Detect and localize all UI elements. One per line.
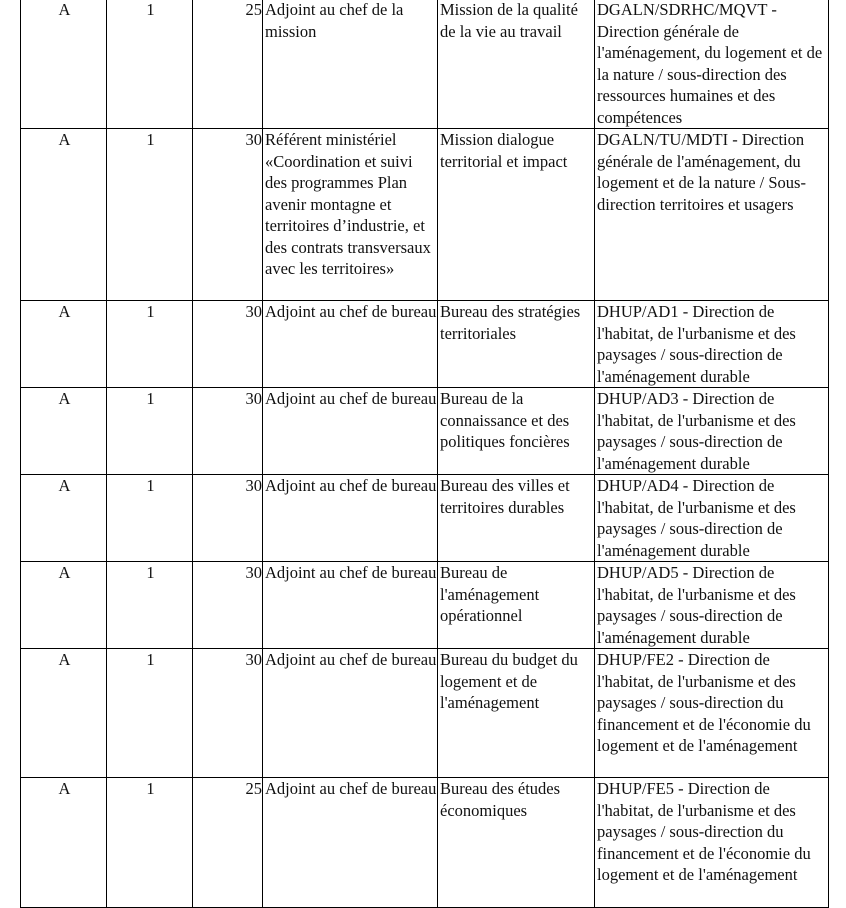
direction-cell: DGALN/TU/MDTI - Direction générale de l'aménagement, du logement et de la nature / Sous-direction territoires et usagers: [595, 129, 829, 301]
count-cell: 1: [107, 778, 193, 908]
points-cell: 30: [193, 301, 263, 388]
service-cell: Bureau des études économiques: [438, 778, 595, 908]
table-row: [21, 0, 829, 129]
table-row: [21, 475, 829, 562]
service-cell: Bureau du budget du logement et de l'aménagement: [438, 649, 595, 778]
count-cell: 1: [107, 475, 193, 562]
category-cell: A: [21, 129, 107, 301]
table-row: [21, 301, 829, 388]
category-cell: A: [21, 301, 107, 388]
points-cell: 25: [193, 778, 263, 908]
table-row: [21, 562, 829, 649]
table-row: [21, 129, 829, 301]
positions-table: [20, 0, 829, 908]
points-cell: 30: [193, 475, 263, 562]
points-cell: 30: [193, 562, 263, 649]
points-cell: 30: [193, 388, 263, 475]
direction-cell: DHUP/AD4 - Direction de l'habitat, de l'urbanisme et des paysages / sous-direction de l'aménagement durable: [595, 475, 829, 562]
service-cell: Mission dialogue territorial et impact: [438, 129, 595, 301]
category-cell: A: [21, 562, 107, 649]
service-cell: Bureau des stratégies territoriales: [438, 301, 595, 388]
count-cell: 1: [107, 301, 193, 388]
direction-cell: DHUP/FE5 - Direction de l'habitat, de l'urbanisme et des paysages / sous-direction du financement et de l'économie du logement et de l'aménagement: [595, 778, 829, 908]
service-cell: Bureau de l'aménagement opérationnel: [438, 562, 595, 649]
table-row: [21, 388, 829, 475]
count-cell: 1: [107, 0, 193, 129]
service-cell: Bureau des villes et territoires durables: [438, 475, 595, 562]
points-cell: 30: [193, 649, 263, 778]
category-cell: A: [21, 475, 107, 562]
direction-cell: DHUP/AD1 - Direction de l'habitat, de l'urbanisme et des paysages / sous-direction de l'aménagement durable: [595, 301, 829, 388]
category-cell: A: [21, 778, 107, 908]
table-row: [21, 778, 829, 908]
category-cell: A: [21, 0, 107, 129]
count-cell: 1: [107, 562, 193, 649]
post-cell: Adjoint au chef de bureau: [263, 649, 438, 778]
points-cell: 25: [193, 0, 263, 129]
post-cell: Adjoint au chef de la mission: [263, 0, 438, 129]
post-cell: Référent ministériel «Coordination et suivi des programmes Plan avenir montagne et territoires d’industrie, et des contrats transversaux avec les territoires»: [263, 129, 438, 301]
direction-cell: DHUP/FE2 - Direction de l'habitat, de l'urbanisme et des paysages / sous-direction du financement et de l'économie du logement et de l'aménagement: [595, 649, 829, 778]
direction-cell: DHUP/AD3 - Direction de l'habitat, de l'urbanisme et des paysages / sous-direction de l'aménagement durable: [595, 388, 829, 475]
post-cell: Adjoint au chef de bureau: [263, 778, 438, 908]
category-cell: A: [21, 649, 107, 778]
post-cell: Adjoint au chef de bureau: [263, 475, 438, 562]
post-cell: Adjoint au chef de bureau: [263, 562, 438, 649]
count-cell: 1: [107, 129, 193, 301]
points-cell: 30: [193, 129, 263, 301]
category-cell: A: [21, 388, 107, 475]
post-cell: Adjoint au chef de bureau: [263, 388, 438, 475]
post-cell: Adjoint au chef de bureau: [263, 301, 438, 388]
count-cell: 1: [107, 388, 193, 475]
direction-cell: DHUP/AD5 - Direction de l'habitat, de l'urbanisme et des paysages / sous-direction de l'aménagement durable: [595, 562, 829, 649]
service-cell: Bureau de la connaissance et des politiques foncières: [438, 388, 595, 475]
service-cell: Mission de la qualité de la vie au travail: [438, 0, 595, 129]
count-cell: 1: [107, 649, 193, 778]
direction-cell: DGALN/SDRHC/MQVT - Direction générale de l'aménagement, du logement et de la nature / sous-direction des ressources humaines et des compétences: [595, 0, 829, 129]
table-row: [21, 649, 829, 778]
